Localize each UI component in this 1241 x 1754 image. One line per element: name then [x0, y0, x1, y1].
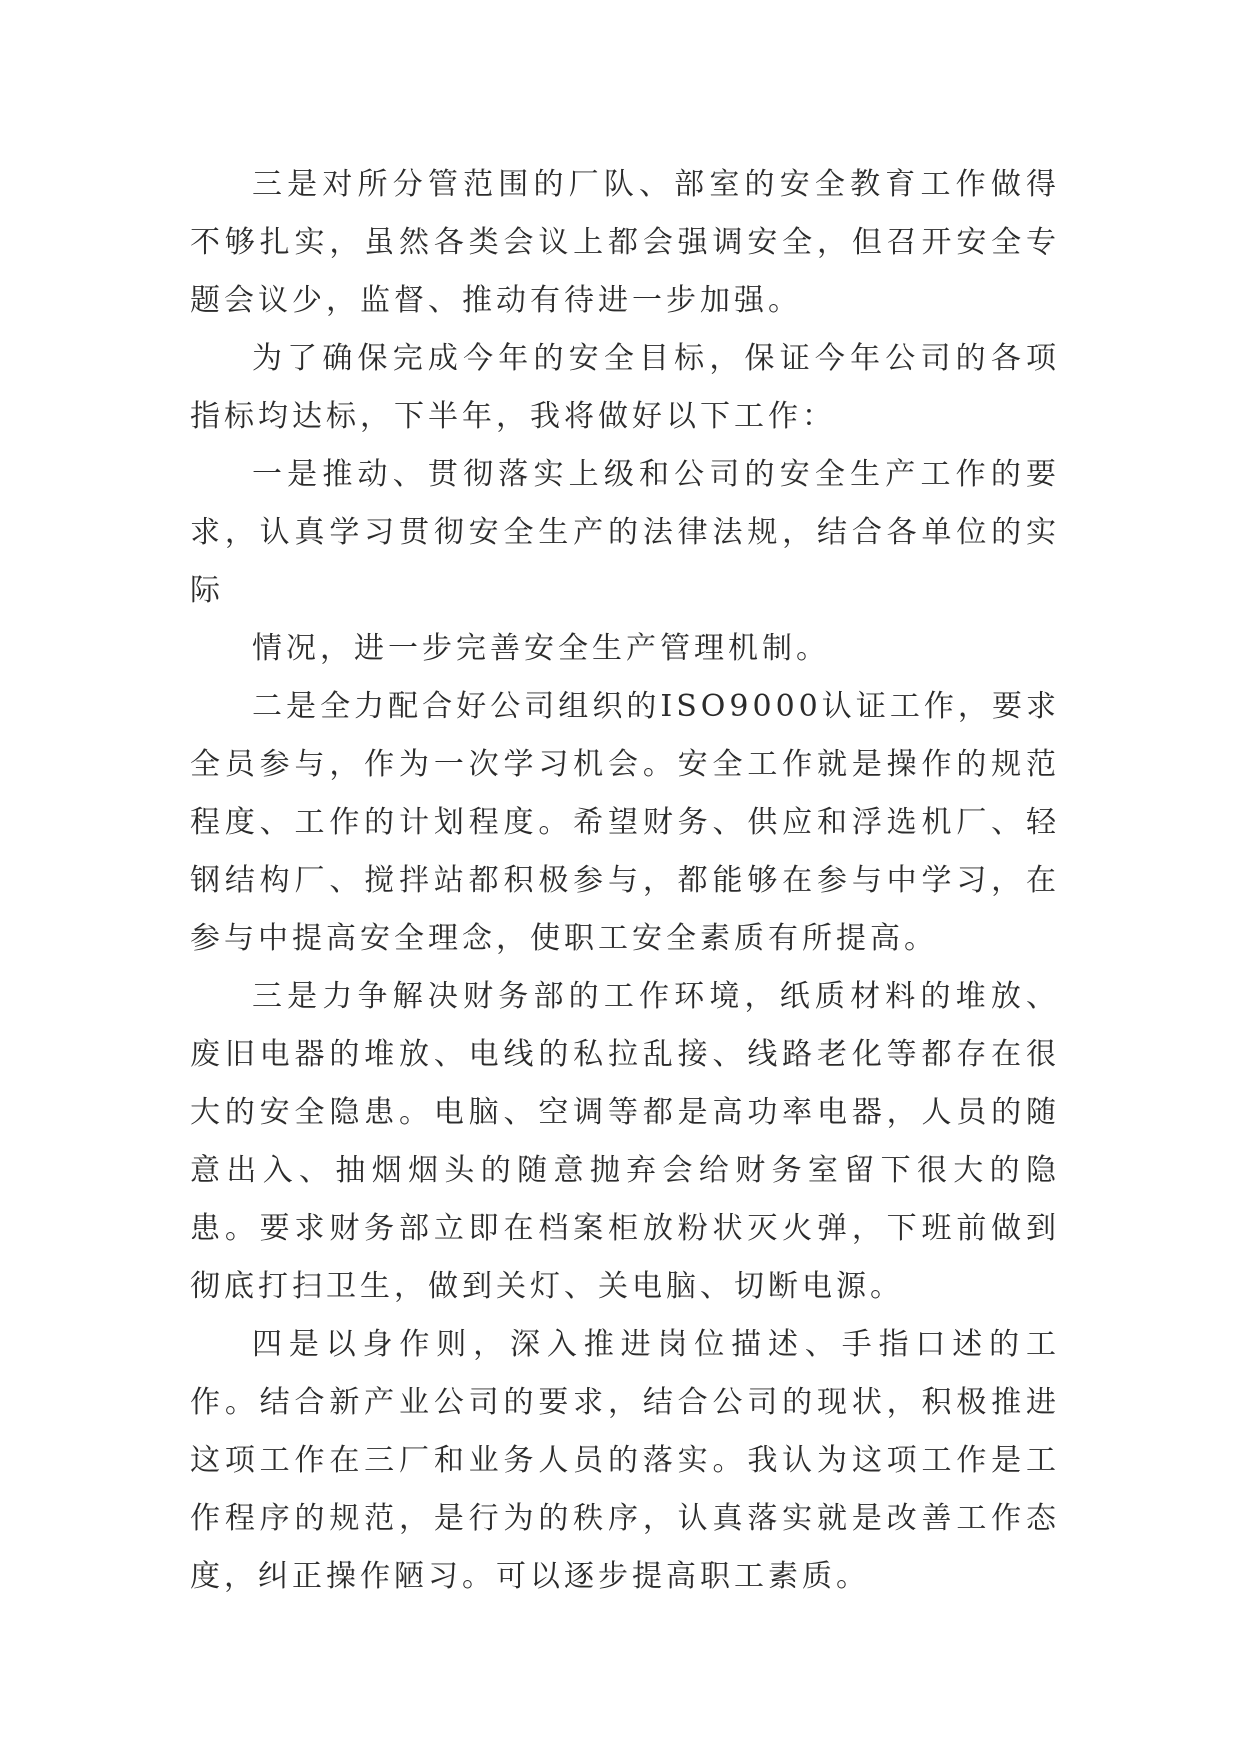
paragraph-safety-education: 三是对所分管范围的厂队、部室的安全教育工作做得不够扎实，虽然各类会议上都会强调安全，但召开安全专题会议少，监督、推动有待进一步加强。 — [190, 167, 1060, 318]
paragraph-task-three: 三是力争解决财务部的工作环境，纸质材料的堆放、废旧电器的堆放、电线的私拉乱接、线路老化等都存在很大的安全隐患。电脑、空调等都是高功率电器，人员的随意出入、抽烟烟头的随意抛弃会给财务室留下很大的隐患。要求财务部立即在档案柜放粉状灭火弹，下班前做到彻底打扫卫生，做到关灯、关电脑、切断电源。 — [190, 979, 1060, 1304]
paragraph-goals-intro: 为了确保完成今年的安全目标，保证今年公司的各项指标均达标，下半年，我将做好以下工作： — [190, 341, 1060, 434]
document-body — [190, 156, 1060, 1606]
paragraph-task-four: 四是以身作则，深入推进岗位描述、手指口述的工作。结合新产业公司的要求，结合公司的现状，积极推进这项工作在三厂和业务人员的落实。我认为这项工作是工作程序的规范，是行为的秩序，认真落实就是改善工作态度，纠正操作陋习。可以逐步提高职工素质。 — [190, 1327, 1060, 1594]
paragraph-task-two: 二是全力配合好公司组织的ISO9000认证工作，要求全员参与，作为一次学习机会。安全工作就是操作的规范程度、工作的计划程度。希望财务、供应和浮选机厂、轻钢结构厂、搅拌站都积极参与，都能够在参与中学习，在参与中提高安全理念，使职工安全素质有所提高。 — [190, 689, 1060, 956]
paragraph-task-one: 一是推动、贯彻落实上级和公司的安全生产工作的要求，认真学习贯彻安全生产的法律法规，结合各单位的实际 — [190, 457, 1060, 608]
paragraph-task-one-continued: 情况，进一步完善安全生产管理机制。 — [252, 631, 830, 666]
